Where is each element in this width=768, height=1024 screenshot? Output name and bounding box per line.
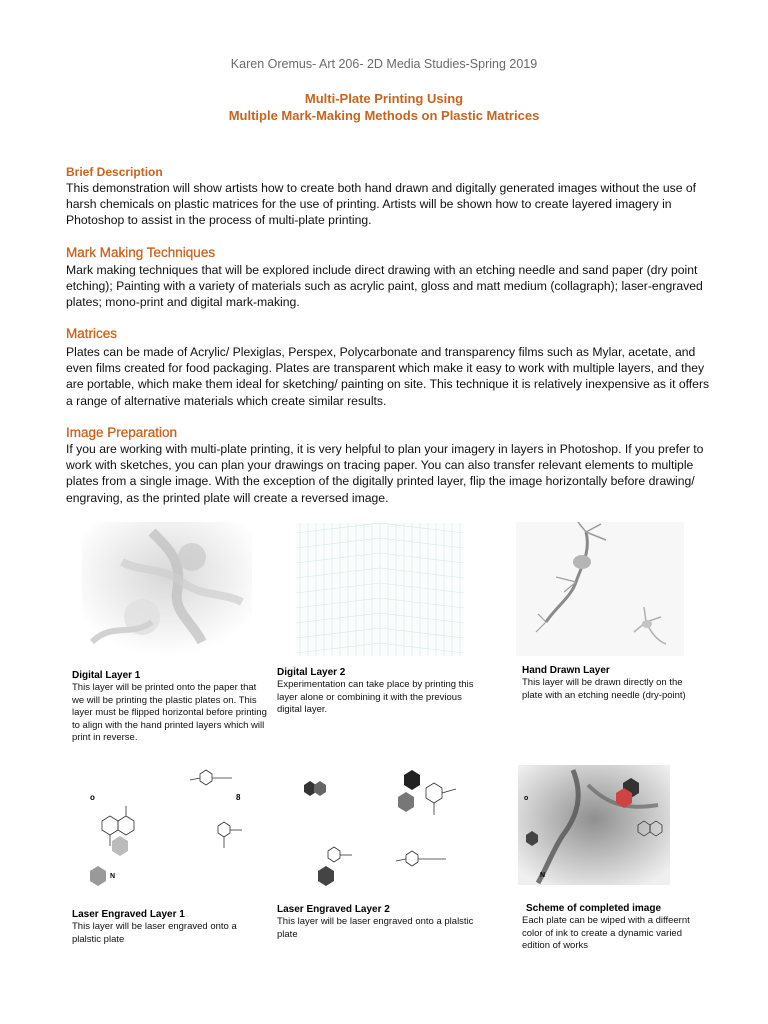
image-preparation-heading: Image Preparation <box>66 425 178 440</box>
title-line-2: Multiple Mark-Making Methods on Plastic Matrices <box>228 108 540 123</box>
laser-engraved-layer-1-title: Laser Engraved Layer 1 <box>72 909 185 920</box>
title-line-1: Multi-Plate Printing Using <box>304 91 464 106</box>
document-title <box>0 90 768 124</box>
hand-drawn-layer-title: Hand Drawn Layer <box>522 665 610 676</box>
digital-layer-2-body: Experimentation can take place by printing this layer alone or combining it with the previous digital layer. <box>277 679 474 715</box>
scheme-title: Scheme of completed image <box>526 903 662 914</box>
digital-layer-1-title: Digital Layer 1 <box>72 670 141 681</box>
svg-text:8: 8 <box>236 793 241 802</box>
scheme-label-n: N <box>540 872 546 879</box>
laser-engraved-layer-2-title: Laser Engraved Layer 2 <box>277 904 390 915</box>
image-preparation-body: If you are working with multi-plate printing, it is very helpful to plan your imagery in layers in Photoshop. If you prefer to work with sketches, you can plan your drawings on tracing paper. You can also transfer relevant elements to multiple plates from a single image. With the exception of the digitally printed layer, flip the image horizontally before drawing/ engraving, as the printed plate will create a reversed image. <box>66 442 704 505</box>
laser-engraved-layer-1-body: This layer will be laser engraved onto a plalstic plate <box>72 921 237 945</box>
laser-engraved-layer-2-body: This layer will be laser engraved onto a plalstic plate <box>277 916 474 940</box>
scheme-completed-image <box>518 765 670 885</box>
svg-text:N: N <box>110 873 116 880</box>
mark-making-body: Mark making techniques that will be explored include direct drawing with an etching needle and sand paper (dry point etching); Painting with a variety of materials such as acrylic paint, gloss and matt medium (collagraph); laser-engraved plates; mono-print and digital mark-making. <box>66 263 703 310</box>
digital-layer-1-caption <box>72 669 268 745</box>
digital-layer-1-image <box>82 522 252 656</box>
mark-making-heading: Mark Making Techniques <box>66 245 216 260</box>
matrices-body: Plates can be made of Acrylic/ Plexiglas, Perspex, Polycarbonate and transparency films such as Mylar, acetate, and even films created for food packaging. Plates are transparent which make it easy to work with multiple layers, and they are portable, which make them ideal for sketching/ painting on site. This technique it is relatively inexpensive as it offers a range of alternative materials which create similar results. <box>66 345 710 408</box>
scheme-caption <box>522 902 692 953</box>
laser-engraved-layer-2-image <box>296 763 466 891</box>
svg-text:o: o <box>90 793 95 802</box>
hand-drawn-layer-body: This layer will be drawn directly on the plate with an etching needle (dry-point) <box>522 677 686 701</box>
document-header: Karen Oremus- Art 206- 2D Media Studies-Spring 2019 <box>230 57 538 71</box>
scheme-body: Each plate can be wiped with a diffeernt color of ink to create a dynamic varied edition of works <box>522 915 690 951</box>
laser-engraved-layer-1-caption <box>72 908 268 946</box>
laser-engraved-layer-1-image <box>82 766 254 894</box>
laser-engraved-layer-2-caption <box>277 903 477 941</box>
digital-layer-2-title: Digital Layer 2 <box>277 667 346 678</box>
scheme-label-o: o <box>524 795 529 802</box>
hand-drawn-layer-image <box>516 522 684 656</box>
matrices-heading: Matrices <box>66 326 118 341</box>
digital-layer-2-caption <box>277 666 489 717</box>
brief-description-heading: Brief Description <box>66 165 163 179</box>
brief-description-body: This demonstration will show artists how to create both hand drawn and digitally generated images without the use of harsh chemicals on plastic matrices for the use of printing. Artists will be shown how to create layered imagery in Photoshop to assist in the process of multi-plate printing. <box>66 181 697 228</box>
hand-drawn-layer-caption <box>522 664 704 702</box>
digital-layer-2-image <box>296 523 464 656</box>
digital-layer-1-body: This layer will be printed onto the paper that we will be printing the plastic plates on. This layer must be flipped horizontal before printing to align with the hand printed layers which will print in reverse. <box>72 682 267 743</box>
